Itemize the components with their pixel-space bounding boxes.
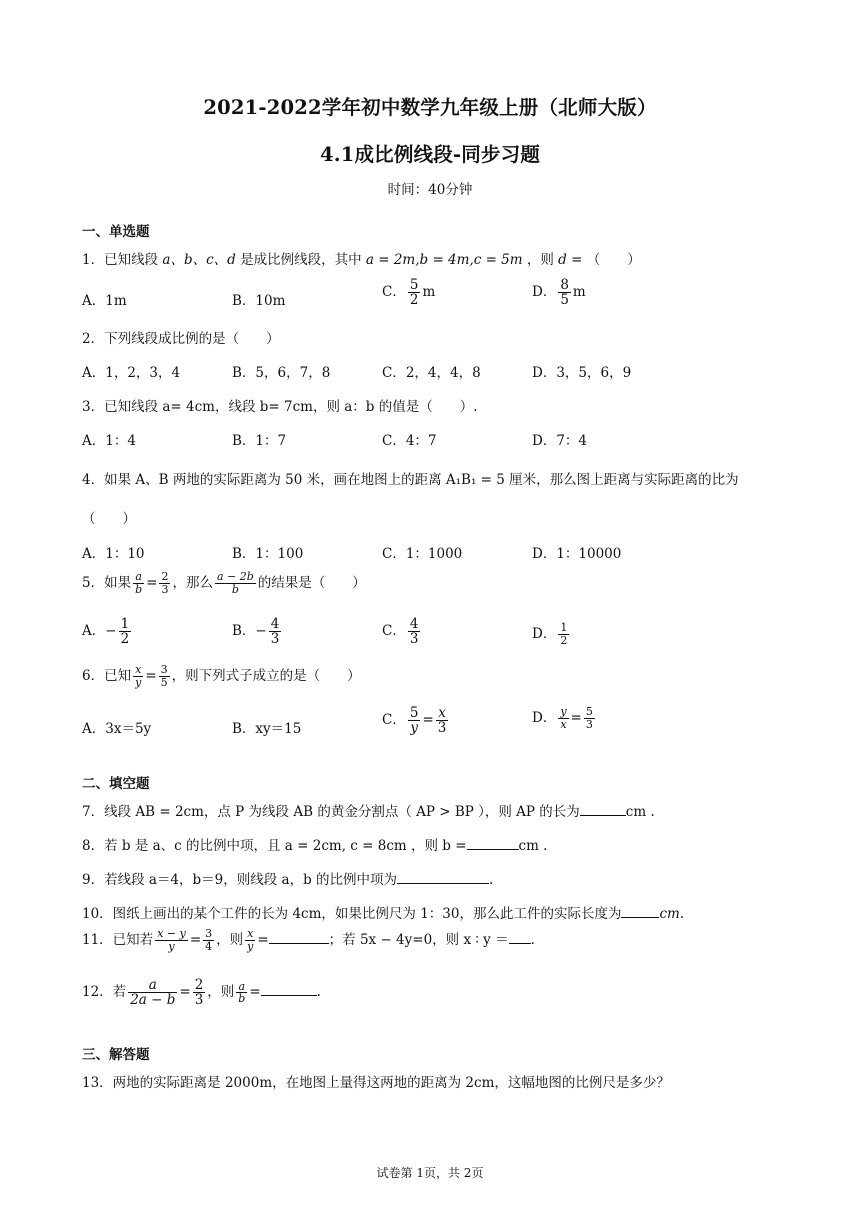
question-4-line-2: （ ） <box>82 511 136 527</box>
q6-c-right-fraction <box>436 706 449 735</box>
q5-a-den: 2 <box>120 631 130 648</box>
section-heading-fill-in: 二、填空题 <box>82 776 150 792</box>
q1-ask: d = <box>558 252 583 268</box>
q1-option-c[interactable] <box>382 278 435 307</box>
q1-given: a = 2m,b = 4m,c = 5m <box>365 252 523 268</box>
q4-option-c[interactable]: C．1：1000 <box>382 546 463 562</box>
question-10 <box>82 902 684 922</box>
q5-f2-den: 3 <box>161 583 169 596</box>
question-7 <box>82 800 655 820</box>
time-limit: 时间：40分钟 <box>387 182 473 198</box>
q5-f1-den: b <box>135 583 143 596</box>
q12-f1-num: a <box>128 978 177 993</box>
q6-option-c[interactable] <box>382 706 450 735</box>
q2-option-d[interactable]: D．3，5，6，9 <box>532 365 632 381</box>
q11-fraction-3 <box>245 928 255 952</box>
q6-c-l-den: y <box>410 720 418 737</box>
question-8 <box>82 834 547 854</box>
q5-f3-num: a − 2b <box>216 570 254 584</box>
q4-option-d[interactable]: D．1：10000 <box>532 546 622 562</box>
q11-text-b: ，则 <box>216 932 244 948</box>
question-9 <box>82 868 493 888</box>
q5-b-sign: − <box>255 623 267 640</box>
q5-c-label: C． <box>382 623 406 640</box>
q6-d-l-num: y <box>560 705 567 719</box>
q8-text-a: 8．若 b 是 a、c 的比例中项，且 a = 2cm, c = 8cm ，则 b = <box>82 838 467 854</box>
q10-text-a: 10．图纸上画出的某个工件的长为 4cm，如果比例尺为 1：30，那么此工件的实际长度为 <box>82 906 622 922</box>
q5-option-a[interactable] <box>82 617 133 646</box>
q12-text-a: 12．若 <box>82 984 127 1001</box>
q5-a-num: 1 <box>120 616 130 632</box>
q11-f3-den: y <box>247 940 254 953</box>
q6-d-l-den: x <box>560 718 567 731</box>
q11-answer-blank-2[interactable] <box>509 930 531 944</box>
q1-c-num: 5 <box>409 277 419 293</box>
q11-f2-den: 4 <box>205 940 213 953</box>
q5-option-c[interactable] <box>382 617 422 646</box>
q11-f3-num: x <box>247 927 254 941</box>
q12-answer-blank[interactable] <box>261 982 317 996</box>
q11-eq2: = <box>257 932 269 948</box>
q1-c-fraction <box>408 278 421 307</box>
q1-d-label: D． <box>532 284 557 301</box>
page-title: 2021-2022学年初中数学九年级上册（北师大版） <box>203 96 657 119</box>
q6-c-l-num: 5 <box>409 705 419 721</box>
q9-text-b: . <box>489 872 494 888</box>
question-13: 13．两地的实际距离是 2000m，在地图上量得这两地的距离为 2cm，这幅地图的比例尺是多少？ <box>82 1075 670 1091</box>
q6-text-a: 6．已知 <box>82 668 132 684</box>
q5-fraction-a-over-b <box>133 571 144 595</box>
q1-text-c: ，则 <box>526 252 554 268</box>
q11-answer-blank-1[interactable] <box>269 930 329 944</box>
q6-d-right-fraction <box>584 706 595 730</box>
q5-f1-num: a <box>133 571 144 584</box>
q12-eq2: = <box>249 984 261 1001</box>
q12-text-c: . <box>316 984 321 1001</box>
q6-fraction-3-5 <box>159 664 170 688</box>
q8-answer-blank[interactable] <box>467 836 519 850</box>
q1-d-num: 8 <box>560 277 569 293</box>
q6-d-eq: = <box>570 710 582 726</box>
section-heading-single-choice: 一、单选题 <box>82 224 150 240</box>
q1-c-label: C． <box>382 284 406 301</box>
q5-b-den: 3 <box>270 631 280 648</box>
question-11 <box>82 928 535 953</box>
q3-option-c[interactable]: C．4：7 <box>382 433 437 449</box>
q6-fraction-x-y <box>133 664 143 688</box>
q1-vars: a、b、c、d <box>162 252 236 268</box>
q6-eq: = <box>145 668 157 684</box>
q1-d-unit: m <box>572 284 586 301</box>
q12-f2-num: 2 <box>194 977 204 993</box>
q5-f2-num: 2 <box>161 570 169 584</box>
q12-f3-num: a <box>236 981 247 994</box>
q3-option-d[interactable]: D．7：4 <box>532 433 588 449</box>
q2-option-b[interactable]: B．5，6，7，8 <box>232 365 331 381</box>
q1-paren: （ ） <box>586 252 641 268</box>
q5-a-fraction <box>119 617 132 646</box>
q7-text-a: 7．线段 AB = 2cm，点 P 为线段 AB 的黄金分割点（ AP > BP ），则 AP 的长为 <box>82 804 580 820</box>
q12-f1-den: 2a − b <box>130 992 176 1009</box>
q5-option-b[interactable] <box>232 617 283 646</box>
q6-option-b[interactable]: B．xy＝15 <box>232 721 302 737</box>
q10-text-b: cm. <box>659 906 685 922</box>
q4-option-b[interactable]: B．1：100 <box>232 546 304 562</box>
q2-option-a[interactable]: A．1，2，3，4 <box>82 365 181 381</box>
q12-text-b: ，则 <box>207 984 235 1001</box>
q1-c-den: 2 <box>409 292 419 309</box>
q7-text-b: cm . <box>625 804 655 820</box>
q5-b-num: 4 <box>270 616 280 632</box>
question-4-line-1: 4．如果 A、B 两地的实际距离为 50 米，画在地图上的距离 A₁B₁ = 5 厘米，那么图上距离与实际距离的比为 <box>82 472 739 488</box>
q1-d-den: 5 <box>560 292 569 309</box>
q6-c-r-num: x <box>436 706 449 721</box>
page-subtitle: 4.1成比例线段-同步习题 <box>319 143 541 166</box>
q4-option-a[interactable]: A．1：10 <box>82 546 145 562</box>
q5-a-label: A． <box>82 623 106 640</box>
q5-d-den: 2 <box>560 634 568 647</box>
q5-b-label: B． <box>232 623 256 640</box>
q3-option-a[interactable]: A．1：4 <box>82 433 136 449</box>
q1-option-b[interactable]: B．10m <box>232 293 286 309</box>
q11-text-d: . <box>530 932 535 948</box>
question-3: 3．已知线段 a= 4cm，线段 b= 7cm，则 a：b 的值是（ ）. <box>82 399 478 415</box>
q10-answer-blank[interactable] <box>621 904 659 918</box>
q5-d-num: 1 <box>560 621 568 635</box>
q6-f-num: x <box>135 663 142 677</box>
q6-c-left-fraction <box>408 706 421 735</box>
q6-d-left-fraction <box>558 706 568 730</box>
q2-option-c[interactable]: C．2，4，4，8 <box>382 365 481 381</box>
q6-c-r-den: 3 <box>437 720 447 737</box>
q5-a-sign: − <box>105 623 117 640</box>
q1-option-d[interactable] <box>532 278 586 307</box>
q11-f1-den: y <box>168 940 175 953</box>
q7-answer-blank[interactable] <box>580 802 626 816</box>
q11-f1-num: x − y <box>157 927 186 941</box>
q6-d-r-num: 5 <box>585 705 593 719</box>
q5-c-fraction <box>408 617 421 646</box>
q12-f2-den: 3 <box>194 992 204 1009</box>
question-1 <box>82 248 641 268</box>
q1-text-b: 是成比例线段，其中 <box>240 252 362 268</box>
q9-text-a: 9．若线段 a＝4，b＝9，则线段 a，b 的比例中项为 <box>82 872 398 888</box>
q3-option-b[interactable]: B．1：7 <box>232 433 287 449</box>
question-2: 2．下列线段成比例的是（ ） <box>82 331 280 347</box>
q6-d-label: D． <box>532 710 557 726</box>
q11-text-c: ；若 5x − 4y=0，则 x ∶ y ＝ <box>328 932 509 948</box>
q1-d-fraction <box>558 278 571 307</box>
question-5 <box>82 571 366 596</box>
q6-text-b: ，则下列式子成立的是（ ） <box>171 668 361 684</box>
q12-f3-den: b <box>238 992 246 1006</box>
q11-fraction-1 <box>155 928 188 952</box>
q5-c-den: 3 <box>409 631 419 648</box>
q11-fraction-2 <box>203 928 214 952</box>
q5-b-fraction <box>269 617 282 646</box>
q5-text-a: 5．如果 <box>82 575 132 591</box>
q6-option-a[interactable]: A．3x＝5y <box>82 721 152 737</box>
q6-f-den: y <box>135 676 142 689</box>
q6-option-d[interactable] <box>532 706 597 731</box>
q11-f2-num: 3 <box>205 927 213 941</box>
q11-text-a: 11．已知若 <box>82 932 154 948</box>
page-footer: 试卷第 1页，共 2页 <box>376 1166 484 1180</box>
q5-text-b: ，那么 <box>172 575 213 591</box>
q12-fraction-2 <box>193 978 206 1007</box>
q5-d-fraction <box>558 622 569 646</box>
q5-fraction-expression <box>215 571 256 595</box>
q6-g-num: 3 <box>160 663 168 677</box>
q5-text-c: 的结果是（ ） <box>257 575 366 591</box>
q5-option-d[interactable] <box>532 622 571 647</box>
question-6 <box>82 664 361 689</box>
q5-f3-den: b <box>231 583 239 596</box>
q1-option-a[interactable]: A．1m <box>82 293 127 309</box>
q12-eq1: = <box>179 984 191 1001</box>
q5-eq: = <box>146 575 158 591</box>
q5-c-num: 4 <box>409 616 419 632</box>
q1-c-unit: m <box>422 284 436 301</box>
q6-c-label: C． <box>382 712 406 729</box>
q5-d-label: D． <box>532 626 557 642</box>
q1-text-a: 1．已知线段 <box>82 252 159 268</box>
section-heading-answer: 三、解答题 <box>82 1047 150 1063</box>
q11-eq1: = <box>189 932 202 948</box>
q5-fraction-2-3 <box>159 571 170 595</box>
q12-fraction-3 <box>236 981 247 1005</box>
question-12 <box>82 978 321 1007</box>
q6-d-r-den: 3 <box>585 718 593 731</box>
q6-g-den: 5 <box>160 676 168 689</box>
q8-text-b: cm . <box>518 838 548 854</box>
q9-answer-blank[interactable] <box>397 870 489 884</box>
q12-fraction-1 <box>128 978 177 1007</box>
q6-c-eq: = <box>422 712 434 729</box>
